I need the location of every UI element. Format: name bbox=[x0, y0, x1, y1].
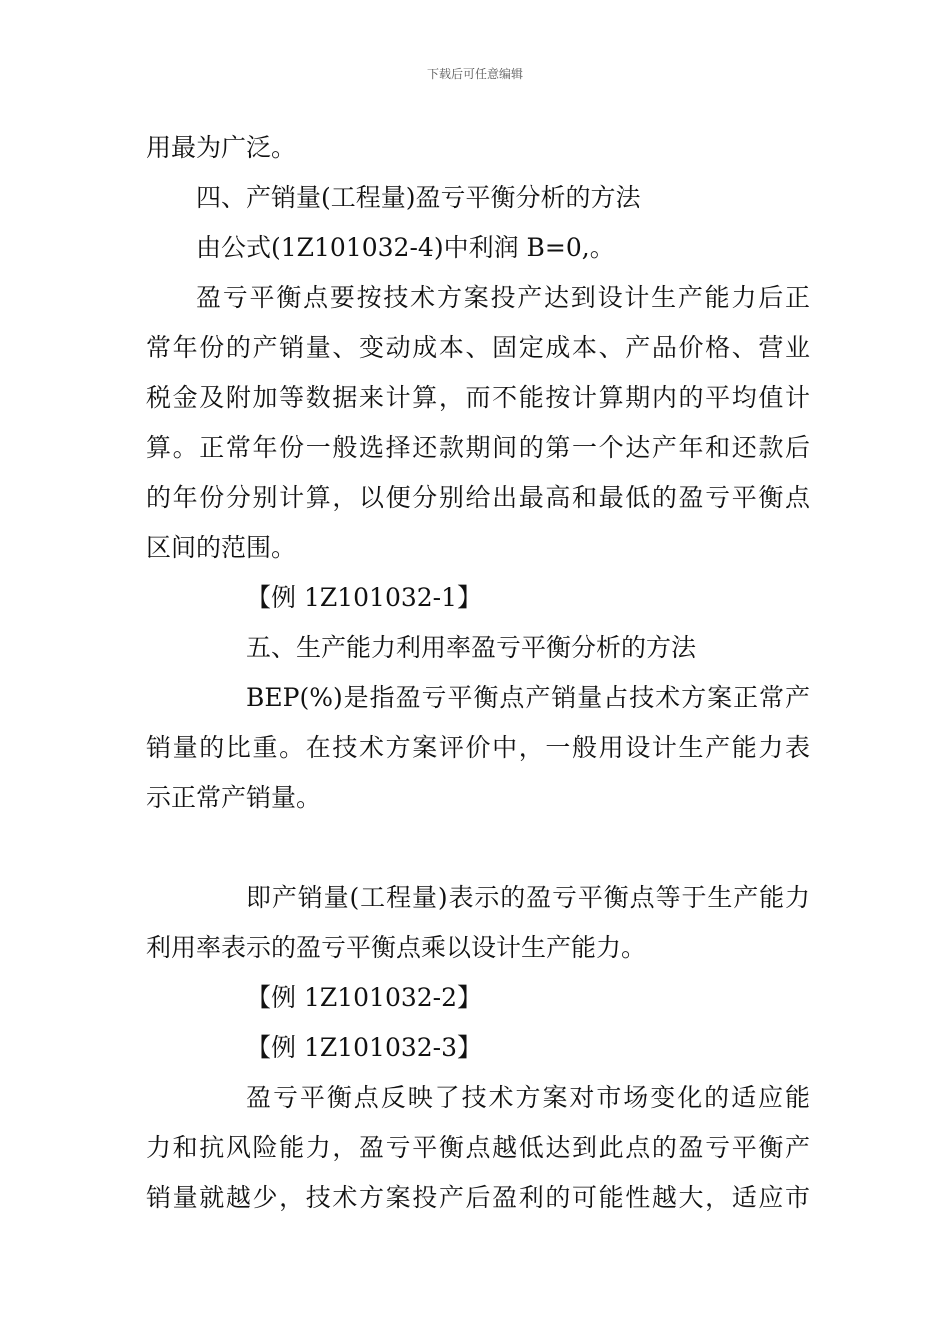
example-label-2: 【例 1Z101032-2】 bbox=[246, 983, 483, 1012]
paragraph-line: 盈亏平衡点要按技术方案投产达到设计生产能力后正 bbox=[196, 283, 810, 312]
paragraph-line: BEP(%)是指盈亏平衡点产销量占技术方案正常产 bbox=[246, 683, 810, 712]
paragraph-line: 用最为广泛。 bbox=[146, 133, 297, 162]
section-heading-4: 四、产销量(工程量)盈亏平衡分析的方法 bbox=[196, 183, 641, 212]
example-label-1: 【例 1Z101032-1】 bbox=[246, 583, 483, 612]
paragraph-line: 力和抗风险能力，盈亏平衡点越低达到此点的盈亏平衡产 bbox=[146, 1133, 810, 1162]
paragraph-line: 税金及附加等数据来计算，而不能按计算期内的平均值计 bbox=[146, 383, 810, 412]
paragraph-line: 盈亏平衡点反映了技术方案对市场变化的适应能 bbox=[246, 1083, 810, 1112]
paragraph-line: 销量就越少，技术方案投产后盈利的可能性越大，适应市 bbox=[146, 1183, 810, 1212]
page-header: 下载后可任意编辑 bbox=[426, 67, 523, 81]
paragraph-line: 算。正常年份一般选择还款期间的第一个达产年和还款后 bbox=[146, 433, 810, 462]
paragraph-line: 由公式(1Z101032-4)中利润 B=0,。 bbox=[196, 233, 615, 262]
paragraph-line: 销量的比重。在技术方案评价中，一般用设计生产能力表 bbox=[146, 733, 810, 762]
paragraph-line: 的年份分别计算，以便分别给出最高和最低的盈亏平衡点 bbox=[146, 483, 810, 512]
paragraph-line: 即产销量(工程量)表示的盈亏平衡点等于生产能力 bbox=[246, 883, 810, 912]
paragraph-line: 利用率表示的盈亏平衡点乘以设计生产能力。 bbox=[146, 933, 647, 962]
paragraph-line: 常年份的产销量、变动成本、固定成本、产品价格、营业 bbox=[146, 333, 810, 362]
paragraph-line: 示正常产销量。 bbox=[146, 783, 322, 812]
example-label-3: 【例 1Z101032-3】 bbox=[246, 1033, 483, 1062]
section-heading-5: 五、生产能力利用率盈亏平衡分析的方法 bbox=[246, 633, 697, 662]
paragraph-line: 区间的范围。 bbox=[146, 533, 297, 562]
